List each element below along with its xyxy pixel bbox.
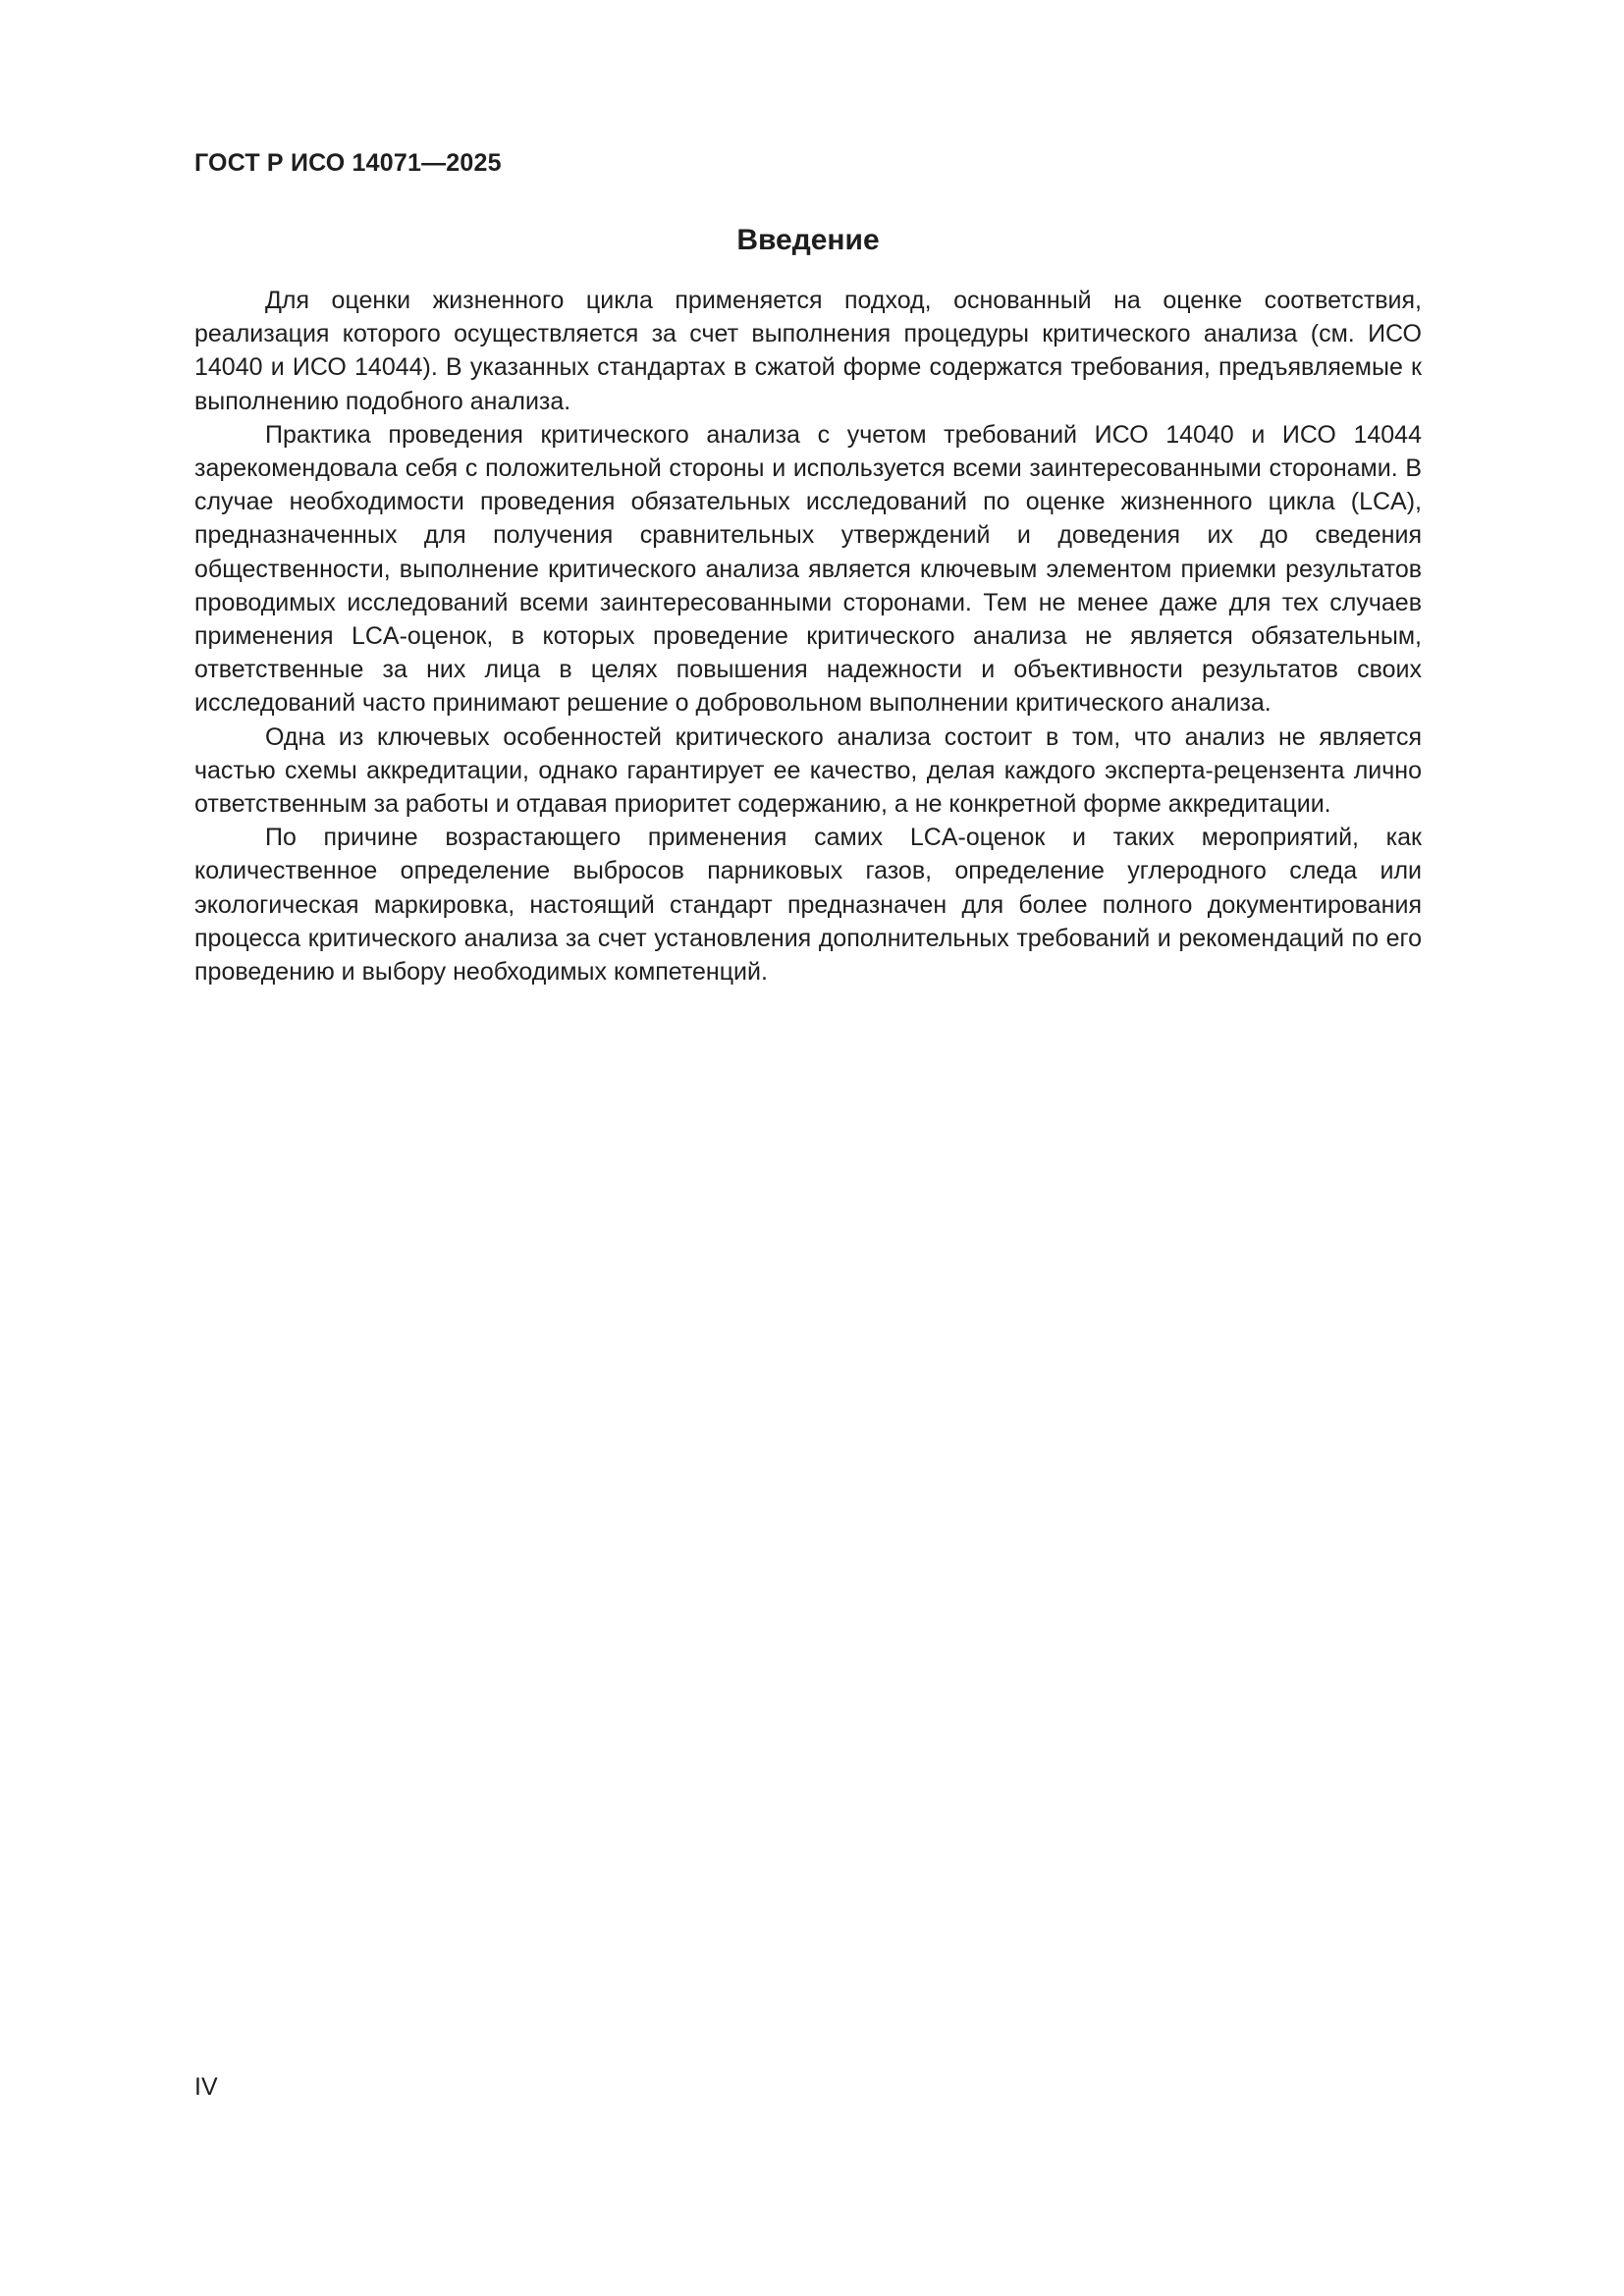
page-number: IV bbox=[194, 2073, 218, 2101]
paragraph-2: Практика проведения критического анализа с учетом требований ИСО 14040 и ИСО 14044 зарекомендовала себя с положительной стороны и используется всеми заинтересованными сторонами. В случае необходимости проведения обязательных исследований по оценке жизненного цикла (LCA), предназначенных для получения сравнительных утверждений и доведения их до сведения общественности, выполнение критического анализа является ключевым элементом приемки результатов проводимых исследований всеми заинтересованными сторонами. Тем не менее даже для тех случаев применения LCA-оценок, в которых проведение критического анализа не является обязательным, ответственные за них лица в целях повышения надежности и объективности результатов своих исследований часто принимают решение о добровольном выполнении критического анализа. bbox=[194, 420, 1422, 718]
paragraph-3: Одна из ключевых особенностей критического анализа состоит в том, что анализ не является частью схемы аккредитации, однако гарантирует ее качество, делая каждого эксперта-рецензента лично ответственным за работы и отдавая приоритет содержанию, а не конкретной форме аккредитации. bbox=[194, 722, 1422, 819]
paragraph-1: Для оценки жизненного цикла применяется подход, основанный на оценке соответствия, реализация которого осуществляется за счет выполнения процедуры критического анализа (см. ИСО 14040 и ИСО 14044). В указанных стандартах в сжатой форме содержатся требования, предъявляемые к выполнению подобного анализа. bbox=[194, 287, 1422, 415]
paragraph-4: По причине возрастающего применения самих LCA-оценок и таких мероприятий, как количественное определение выбросов парниковых газов, определение углеродного следа или экологическая маркировка, настоящий стандарт предназначен для более полного документирования процесса критического анализа за счет установления дополнительных требований и рекомендаций по его проведению и выбору необходимых компетенций. bbox=[194, 824, 1422, 987]
standard-code-header: ГОСТ Р ИСО 14071—2025 bbox=[194, 149, 502, 177]
section-body bbox=[194, 284, 1422, 988]
section-title: Введение bbox=[736, 224, 880, 256]
